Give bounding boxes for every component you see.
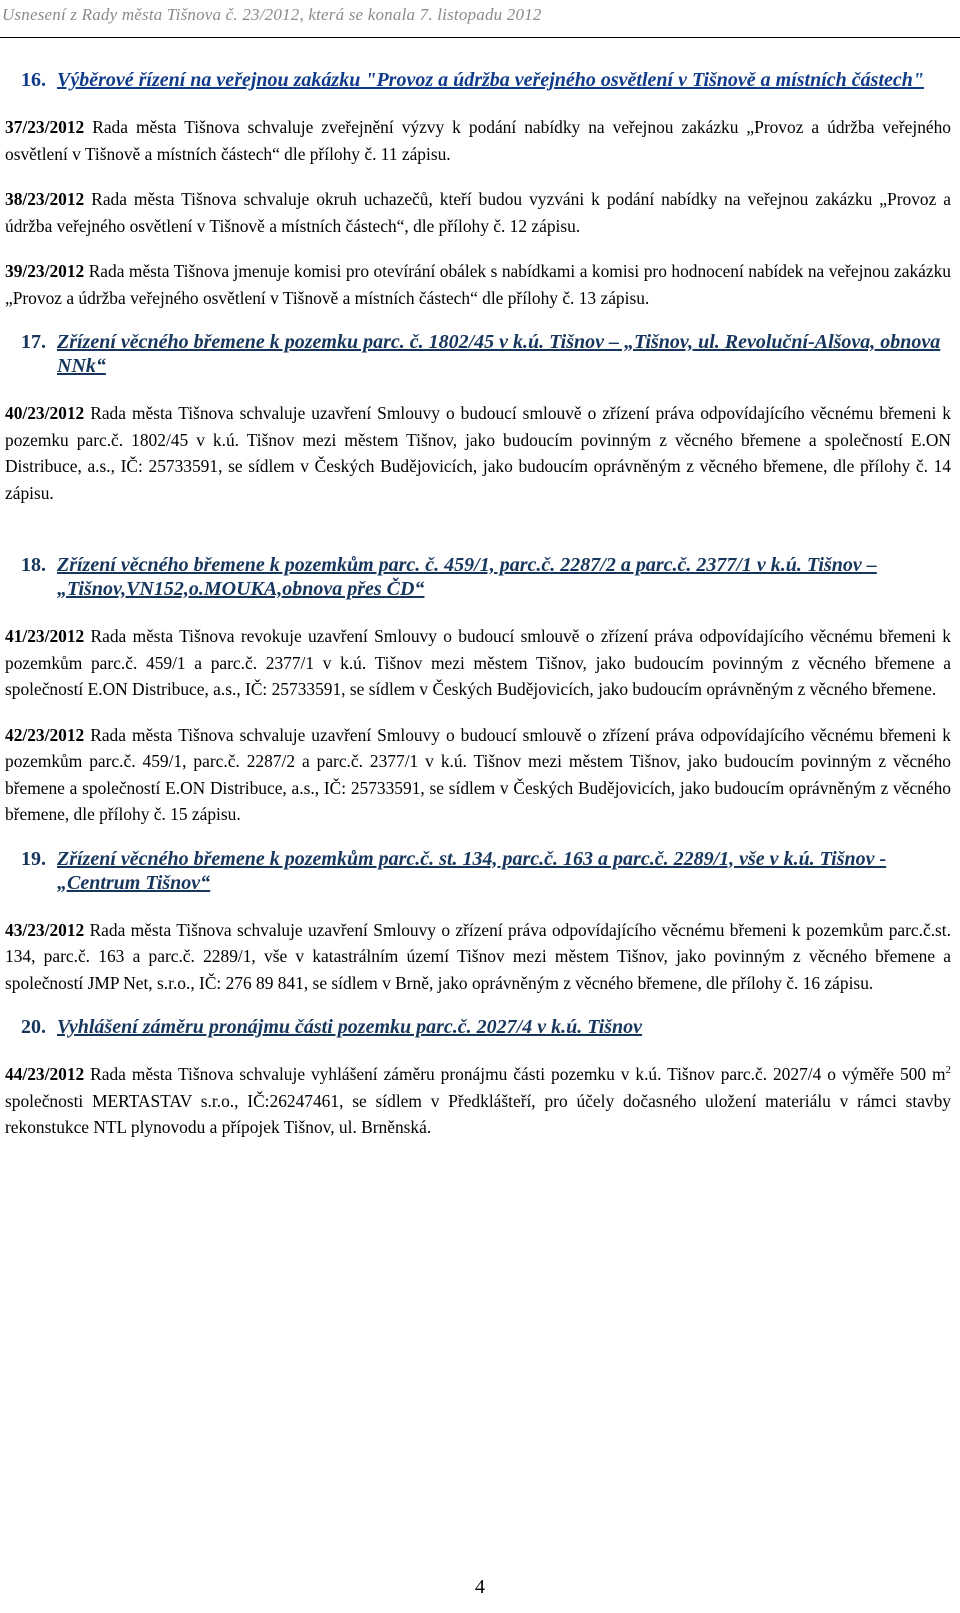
resolution-text: společnosti MERTASTAV s.r.o., IČ:26247461, se sídlem v Předklášteří, pro účely dočasného uložení materiálu v rámci stavby rekonstukce NTL plynovodu a přípojek Tišnov, ul. Brněnská. bbox=[5, 1090, 951, 1137]
resolution-40 bbox=[5, 400, 951, 506]
resolution-code: 37/23/2012 bbox=[5, 117, 85, 137]
running-header: Usnesení z Rady města Tišnova č. 23/2012, která se konala 7. listopadu 2012 bbox=[0, 0, 960, 38]
resolution-text: Rada města Tišnova schvaluje okruh uchazečů, kteří budou vyzváni k podání nabídky na veřejnou zakázku „Provoz a údržba veřejného osvětlení v Tišnově a místních částech“, dle přílohy č. 12 zápisu. bbox=[5, 189, 951, 236]
resolution-text: Rada města Tišnova schvaluje zveřejnění výzvy k podání nabídky na veřejnou zakázku „Provoz a údržba veřejného osvětlení v Tišnově a místních částech“ dle přílohy č. 11 zápisu. bbox=[5, 117, 951, 164]
section-number: 20. bbox=[21, 1016, 46, 1038]
section-number: 19. bbox=[21, 847, 46, 870]
resolution-code: 40/23/2012 bbox=[5, 403, 85, 423]
document-body bbox=[5, 68, 951, 1160]
resolution-text: Rada města Tišnova schvaluje uzavření Smlouvy o zřízení práva odpovídajícího věcnému břemeni k pozemkům parc.č.st. 134, parc.č. 163 a parc.č. 2289/1, vše v katastrálním území Tišnov mezi městem Tišnov, jako povinným z věcného břemene a společností JMP Net, s.r.o., IČ: 276 89 841, se sídlem v Brně, jako oprávněným z věcného břemene, dle přílohy č. 16 zápisu. bbox=[5, 919, 951, 993]
resolution-text: Rada města Tišnova schvaluje uzavření Smlouvy o budoucí smlouvě o zřízení práva odpovídajícího věcnému břemeni k pozemkům parc.č. 459/1, parc.č. 2287/2 a parc.č. 2377/1 v k.ú. Tišnov mezi městem Tišnov, jako budoucím povinným z věcného břemene a společností E.ON Distribuce, a.s., IČ: 25733591, se sídlem v Českých Budějovicích, jako budoucím oprávněným z věcného břemene, dle přílohy č. 15 zápisu. bbox=[5, 724, 951, 824]
resolution-code: 41/23/2012 bbox=[5, 626, 85, 646]
section-number: 18. bbox=[21, 554, 46, 576]
section-number: 16. bbox=[21, 69, 46, 91]
resolution-42 bbox=[5, 722, 951, 828]
page-number: 4 bbox=[475, 1576, 485, 1598]
section-heading-16 bbox=[5, 68, 951, 92]
section-title: Zřízení věcného břemene k pozemkům parc.č. st. 134, parc.č. 163 a parc.č. 2289/1, vše v k.ú. Tišnov - „Centrum Tišnov“ bbox=[57, 847, 887, 894]
resolution-39 bbox=[5, 258, 951, 311]
resolution-38 bbox=[5, 186, 951, 239]
resolution-37 bbox=[5, 114, 951, 167]
section-number: 17. bbox=[21, 331, 46, 353]
superscript: 2 bbox=[945, 1064, 951, 1076]
section-title: Zřízení věcného břemene k pozemku parc. č. 1802/45 v k.ú. Tišnov – „Tišnov, ul. Revoluční-Alšova, obnova NNk“ bbox=[57, 331, 941, 377]
section-heading-18 bbox=[5, 553, 951, 601]
resolution-43 bbox=[5, 917, 951, 997]
section-heading-17 bbox=[5, 330, 951, 378]
section-heading-20 bbox=[5, 1015, 951, 1039]
resolution-41 bbox=[5, 623, 951, 703]
section-title: Výběrové řízení na veřejnou zakázku "Provoz a údržba veřejného osvětlení v Tišnově a místních částech" bbox=[57, 69, 924, 91]
resolution-code: 44/23/2012 bbox=[5, 1064, 85, 1084]
resolution-code: 39/23/2012 bbox=[5, 261, 85, 281]
resolution-text: Rada města Tišnova revokuje uzavření Smlouvy o budoucí smlouvě o zřízení práva odpovídajícího věcnému břemeni k pozemkům parc.č. 459/1 a parc.č. 2377/1 v k.ú. Tišnov mezi městem Tišnov, jako budoucím povinným z věcného břemene a společností E.ON Distribuce, a.s., IČ: 25733591, se sídlem v Českých Budějovicích, jako budoucím oprávněným z věcného břemene. bbox=[5, 626, 951, 699]
resolution-text: Rada města Tišnova schvaluje vyhlášení záměru pronájmu části pozemku v k.ú. Tišnov parc.č. 2027/4 o výměře 500 m bbox=[84, 1064, 946, 1084]
resolution-44 bbox=[5, 1061, 951, 1141]
resolution-text: Rada města Tišnova jmenuje komisi pro otevírání obálek s nabídkami a komisi pro hodnocení nabídek na veřejnou zakázku „Provoz a údržba veřejného osvětlení v Tišnově a místních částech“ dle přílohy č. 13 zápisu. bbox=[5, 261, 951, 308]
resolution-code: 42/23/2012 bbox=[5, 724, 85, 745]
resolution-code: 43/23/2012 bbox=[5, 919, 85, 940]
resolution-text: Rada města Tišnova schvaluje uzavření Smlouvy o budoucí smlouvě o zřízení práva odpovídajícího věcnému břemeni k pozemku parc.č. 1802/45 v k.ú. Tišnov mezi městem Tišnov, jako budoucím povinným z věcného břemene a společností E.ON Distribuce, a.s., IČ: 25733591, se sídlem v Českých Budějovicích, jako budoucím oprávněným z věcného břemene, dle přílohy č. 14 zápisu. bbox=[5, 403, 951, 503]
section-title: Vyhlášení záměru pronájmu části pozemku parc.č. 2027/4 v k.ú. Tišnov bbox=[57, 1016, 643, 1038]
section-heading-19 bbox=[5, 847, 951, 895]
resolution-code: 38/23/2012 bbox=[5, 189, 85, 209]
section-title: Zřízení věcného břemene k pozemkům parc. č. 459/1, parc.č. 2287/2 a parc.č. 2377/1 v k.ú. Tišnov – „Tišnov,VN152,o.MOUKA,obnova přes ČD“ bbox=[57, 554, 877, 600]
